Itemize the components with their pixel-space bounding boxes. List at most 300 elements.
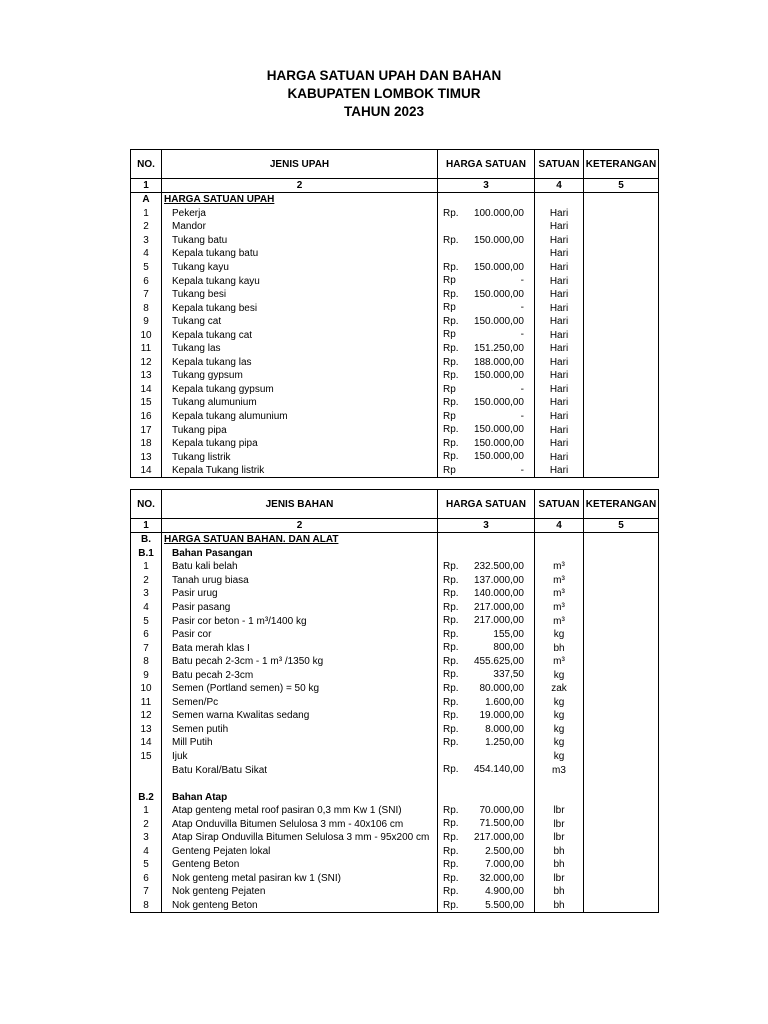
item-name-text: Kepala tukang batu — [172, 248, 259, 260]
row-number: 1 — [131, 560, 162, 574]
unit-cell: kg — [535, 696, 584, 710]
table-row — [131, 899, 659, 913]
row-number: 14 — [131, 464, 162, 478]
table-row — [131, 261, 659, 275]
table-row — [131, 655, 659, 669]
price-cell — [438, 587, 535, 601]
item-name — [162, 437, 438, 451]
row-number: 4 — [131, 845, 162, 859]
unit-cell: Hari — [535, 234, 584, 248]
row-number: 12 — [131, 356, 162, 370]
table-row — [131, 614, 659, 628]
keterangan-cell — [584, 234, 659, 248]
item-name — [162, 628, 438, 642]
currency-label: Rp. — [443, 574, 459, 586]
price-cell — [438, 396, 535, 410]
row-number: 1 — [131, 804, 162, 818]
table-row — [131, 817, 659, 831]
unit-cell: Hari — [535, 356, 584, 370]
item-name — [162, 668, 438, 682]
table-row — [131, 641, 659, 655]
item-name — [162, 574, 438, 588]
table-row — [131, 574, 659, 588]
price-amount: 71.500,00 — [479, 818, 524, 830]
item-name — [162, 682, 438, 696]
currency-label: Rp. — [443, 288, 459, 300]
currency-label: Rp. — [443, 437, 459, 449]
table-header-row — [131, 150, 659, 179]
item-name — [162, 247, 438, 261]
unit-cell: kg — [535, 709, 584, 723]
price-amount: 7.000,00 — [485, 859, 524, 871]
row-number: 3 — [131, 587, 162, 601]
price-cell — [438, 601, 535, 615]
item-name-text: Batu pecah 2-3cm - 1 m³ /1350 kg — [172, 656, 324, 668]
price-amount: 155,00 — [493, 628, 524, 640]
row-number: 4 — [131, 247, 162, 261]
table-row — [131, 709, 659, 723]
row-number: 13 — [131, 369, 162, 383]
unit-cell: Hari — [535, 207, 584, 221]
keterangan-cell — [584, 899, 659, 913]
price-amount: - — [520, 302, 524, 314]
row-number: 9 — [131, 668, 162, 682]
keterangan-cell — [584, 696, 659, 710]
item-name-text: Batu Koral/Batu Sikat — [172, 764, 268, 776]
row-number: 12 — [131, 709, 162, 723]
item-name-text: HARGA SATUAN BAHAN. DAN ALAT — [164, 534, 339, 546]
row-number: B. — [131, 533, 162, 547]
col-number: 2 — [162, 179, 438, 193]
row-number: 3 — [131, 831, 162, 845]
row-number: 6 — [131, 628, 162, 642]
item-name-text: Mill Putih — [172, 737, 213, 749]
item-name-text: Semen warna Kwalitas sedang — [172, 710, 310, 722]
item-name — [162, 885, 438, 899]
table-row — [131, 547, 659, 561]
unit-cell: kg — [535, 628, 584, 642]
row-number: 10 — [131, 682, 162, 696]
item-name-text: Kepala tukang kayu — [172, 275, 260, 287]
keterangan-cell — [584, 641, 659, 655]
header-harga: HARGA SATUAN — [438, 490, 535, 519]
price-amount: 1.600,00 — [485, 696, 524, 708]
item-name — [162, 899, 438, 913]
item-name — [162, 234, 438, 248]
unit-cell: lbr — [535, 872, 584, 886]
item-name-text: Batu kali belah — [172, 561, 238, 573]
keterangan-cell — [584, 668, 659, 682]
unit-cell: Hari — [535, 301, 584, 315]
item-name — [162, 750, 438, 764]
item-name-text: Tukang besi — [172, 289, 227, 301]
currency-label: Rp. — [443, 642, 459, 654]
currency-label: Rp — [443, 383, 456, 395]
table-row — [131, 668, 659, 682]
unit-cell: Hari — [535, 342, 584, 356]
currency-label: Rp. — [443, 424, 459, 436]
table-row — [131, 723, 659, 737]
price-amount: 337,50 — [493, 669, 524, 681]
unit-cell: Hari — [535, 423, 584, 437]
item-name — [162, 804, 438, 818]
item-name — [162, 547, 438, 561]
price-cell — [438, 207, 535, 221]
currency-label: Rp. — [443, 669, 459, 681]
keterangan-cell — [584, 261, 659, 275]
keterangan-cell — [584, 614, 659, 628]
table-row — [131, 234, 659, 248]
keterangan-cell — [584, 342, 659, 356]
keterangan-cell — [584, 220, 659, 234]
item-name — [162, 601, 438, 615]
item-name — [162, 342, 438, 356]
item-name — [162, 845, 438, 859]
price-amount: 454.140,00 — [473, 764, 524, 776]
col-number: 2 — [162, 519, 438, 533]
item-name-text: Genteng Pejaten lokal — [172, 845, 271, 857]
price-cell — [438, 668, 535, 682]
price-amount: 140.000,00 — [473, 588, 524, 600]
keterangan-cell — [584, 396, 659, 410]
keterangan-cell — [584, 750, 659, 764]
item-name-text: Tukang las — [172, 343, 221, 355]
currency-label: Rp. — [443, 710, 459, 722]
row-number: 10 — [131, 328, 162, 342]
keterangan-cell — [584, 315, 659, 329]
keterangan-cell — [584, 207, 659, 221]
document-subtitle-year: TAHUN 2023 — [343, 104, 425, 119]
item-name — [162, 709, 438, 723]
item-name-text: Kepala tukang pipa — [172, 438, 258, 450]
price-cell — [438, 709, 535, 723]
price-amount: - — [520, 275, 524, 287]
currency-label: Rp. — [443, 655, 459, 667]
currency-label: Rp. — [443, 737, 459, 749]
currency-label: Rp. — [443, 872, 459, 884]
unit-cell — [535, 533, 584, 547]
table-row — [131, 328, 659, 342]
row-number: 13 — [131, 450, 162, 464]
currency-label: Rp. — [443, 356, 459, 368]
keterangan-cell — [584, 560, 659, 574]
keterangan-cell — [584, 709, 659, 723]
row-number: 14 — [131, 736, 162, 750]
item-name — [162, 872, 438, 886]
table-row — [131, 450, 659, 464]
price-cell — [438, 628, 535, 642]
keterangan-cell — [584, 437, 659, 451]
currency-label: Rp. — [443, 234, 459, 246]
price-amount: - — [520, 410, 524, 422]
keterangan-cell — [584, 587, 659, 601]
header-no: NO. — [131, 150, 162, 179]
header-harga: HARGA SATUAN — [438, 150, 535, 179]
row-number: 14 — [131, 383, 162, 397]
price-amount: 150.000,00 — [473, 370, 524, 382]
table-row — [131, 437, 659, 451]
row-number: 7 — [131, 288, 162, 302]
table-row — [131, 601, 659, 615]
header-keterangan: KETERANGAN — [584, 490, 659, 519]
keterangan-cell — [584, 790, 659, 804]
row-number: 7 — [131, 641, 162, 655]
keterangan-cell — [584, 628, 659, 642]
item-name — [162, 763, 438, 777]
price-cell — [438, 885, 535, 899]
price-amount: 70.000,00 — [479, 804, 524, 816]
keterangan-cell — [584, 288, 659, 302]
price-cell — [438, 410, 535, 424]
price-amount: - — [520, 464, 524, 476]
currency-label: Rp. — [443, 804, 459, 816]
unit-cell: Hari — [535, 261, 584, 275]
col-number: 1 — [131, 519, 162, 533]
price-cell — [438, 804, 535, 818]
item-name — [162, 301, 438, 315]
unit-cell: lbr — [535, 817, 584, 831]
unit-cell: bh — [535, 858, 584, 872]
price-amount: 150.000,00 — [473, 397, 524, 409]
currency-label: Rp. — [443, 370, 459, 382]
table-row — [131, 750, 659, 764]
item-name — [162, 288, 438, 302]
price-cell — [438, 696, 535, 710]
unit-cell: Hari — [535, 315, 584, 329]
row-number: 17 — [131, 423, 162, 437]
item-name-text: Kepala tukang cat — [172, 329, 253, 341]
currency-label: Rp. — [443, 696, 459, 708]
price-amount: 4.900,00 — [485, 886, 524, 898]
currency-label: Rp. — [443, 397, 459, 409]
table-header-row — [131, 490, 659, 519]
keterangan-cell — [584, 858, 659, 872]
item-name-text: Batu pecah 2-3cm — [172, 669, 254, 681]
table-row — [131, 247, 659, 261]
table-row — [131, 410, 659, 424]
keterangan-cell — [584, 736, 659, 750]
row-number: B.1 — [131, 547, 162, 561]
item-name-text: Tukang batu — [172, 234, 228, 246]
price-amount: 188.000,00 — [473, 356, 524, 368]
keterangan-cell — [584, 383, 659, 397]
item-name-text: Tukang pipa — [172, 424, 227, 436]
keterangan-cell — [584, 885, 659, 899]
currency-label: Rp. — [443, 343, 459, 355]
col-number: 1 — [131, 179, 162, 193]
row-number: 9 — [131, 315, 162, 329]
unit-cell: zak — [535, 682, 584, 696]
price-cell — [438, 288, 535, 302]
item-name-text: Pasir cor — [172, 629, 212, 641]
keterangan-cell — [584, 410, 659, 424]
item-name-text: Kepala tukang besi — [172, 302, 258, 314]
item-name — [162, 464, 438, 478]
table-row — [131, 845, 659, 859]
currency-label: Rp. — [443, 723, 459, 735]
unit-cell: bh — [535, 845, 584, 859]
item-name-text: Tukang kayu — [172, 262, 229, 273]
price-cell — [438, 790, 535, 804]
price-amount: 137.000,00 — [473, 574, 524, 586]
price-amount: 217.000,00 — [473, 832, 524, 844]
item-name — [162, 696, 438, 710]
unit-cell: Hari — [535, 410, 584, 424]
document-title: HARGA SATUAN UPAH DAN BAHAN — [266, 68, 502, 83]
table-row — [131, 872, 659, 886]
item-name-text: Pasir pasang — [172, 602, 231, 613]
header-jenis: JENIS BAHAN — [162, 490, 438, 519]
price-cell — [438, 383, 535, 397]
price-cell — [438, 899, 535, 913]
price-cell — [438, 261, 535, 275]
item-name-text: Semen putih — [172, 723, 229, 735]
col-number: 5 — [584, 519, 659, 533]
table-row — [131, 464, 659, 478]
price-cell — [438, 560, 535, 574]
item-name — [162, 858, 438, 872]
table-row — [131, 193, 659, 207]
keterangan-cell — [584, 682, 659, 696]
price-amount: 150.000,00 — [473, 451, 524, 463]
price-amount: 80.000,00 — [479, 683, 524, 695]
unit-cell: Hari — [535, 383, 584, 397]
unit-cell: m³ — [535, 574, 584, 588]
currency-label: Rp. — [443, 561, 459, 573]
currency-label: Rp. — [443, 886, 459, 898]
currency-label: Rp. — [443, 683, 459, 695]
currency-label: Rp. — [443, 261, 459, 273]
price-amount: 32.000,00 — [479, 872, 524, 884]
item-name-text: Semen (Portland semen) = 50 kg — [172, 683, 320, 695]
item-name — [162, 220, 438, 234]
item-name-text: Tukang cat — [172, 316, 222, 328]
price-amount: 150.000,00 — [473, 288, 524, 300]
header-satuan: SATUAN — [535, 490, 584, 519]
price-cell — [438, 234, 535, 248]
price-cell — [438, 845, 535, 859]
table-row — [131, 533, 659, 547]
currency-label: Rp — [443, 329, 456, 341]
unit-cell: m³ — [535, 655, 584, 669]
item-name — [162, 383, 438, 397]
item-name — [162, 655, 438, 669]
table-row — [131, 587, 659, 601]
item-name-text: Nok genteng Pejaten — [172, 886, 266, 898]
unit-cell: m³ — [535, 601, 584, 615]
price-amount: - — [520, 329, 524, 341]
row-number: 3 — [131, 234, 162, 248]
item-name-text: Bahan Pasangan — [172, 547, 253, 559]
item-name-text: Mandor — [172, 221, 206, 233]
unit-cell — [535, 777, 584, 791]
item-name-text: Kepala tukang las — [172, 356, 252, 368]
table-row — [131, 736, 659, 750]
currency-label: Rp. — [443, 615, 459, 627]
item-name — [162, 723, 438, 737]
table-row — [131, 220, 659, 234]
table-row — [131, 696, 659, 710]
currency-label: Rp. — [443, 899, 459, 911]
price-cell — [438, 220, 535, 234]
item-name — [162, 614, 438, 628]
item-name — [162, 736, 438, 750]
row-number: 18 — [131, 437, 162, 451]
row-number: 2 — [131, 817, 162, 831]
row-number — [131, 777, 162, 791]
item-name-text: Tukang gypsum — [172, 370, 243, 382]
currency-label: Rp — [443, 302, 456, 314]
currency-label: Rp. — [443, 315, 459, 327]
row-number: 4 — [131, 601, 162, 615]
row-number: A — [131, 193, 162, 207]
item-name — [162, 423, 438, 437]
item-name-text: Tukang listrik — [172, 451, 231, 463]
unit-cell: bh — [535, 899, 584, 913]
unit-cell — [535, 193, 584, 207]
price-amount: 150.000,00 — [473, 424, 524, 436]
price-cell — [438, 356, 535, 370]
price-cell — [438, 682, 535, 696]
keterangan-cell — [584, 831, 659, 845]
price-cell — [438, 858, 535, 872]
price-amount: - — [520, 383, 524, 395]
item-name-text: Nok genteng Beton — [172, 900, 258, 912]
row-number: 11 — [131, 696, 162, 710]
table-row — [131, 274, 659, 288]
keterangan-cell — [584, 601, 659, 615]
item-name — [162, 356, 438, 370]
price-amount: 217.000,00 — [473, 601, 524, 613]
item-name-text: Genteng Beton — [172, 859, 240, 871]
item-name-text: Semen/Pc — [172, 696, 219, 708]
price-cell — [438, 247, 535, 261]
table-row — [131, 288, 659, 302]
keterangan-cell — [584, 817, 659, 831]
keterangan-cell — [584, 723, 659, 737]
item-name-text: Bahan Atap — [172, 791, 228, 803]
keterangan-cell — [584, 274, 659, 288]
item-name-text: Kepala Tukang listrik — [172, 465, 265, 477]
price-amount: 2.500,00 — [485, 845, 524, 857]
price-amount: 19.000,00 — [479, 710, 524, 722]
table-row — [131, 885, 659, 899]
row-number: 8 — [131, 655, 162, 669]
col-number: 4 — [535, 519, 584, 533]
table-row — [131, 858, 659, 872]
unit-cell: m³ — [535, 587, 584, 601]
currency-label: Rp — [443, 464, 456, 476]
header-satuan: SATUAN — [535, 150, 584, 179]
unit-cell: kg — [535, 750, 584, 764]
price-amount: 455.625,00 — [473, 655, 524, 667]
price-amount: 232.500,00 — [473, 561, 524, 573]
price-cell — [438, 777, 535, 791]
unit-cell — [535, 547, 584, 561]
unit-cell: Hari — [535, 369, 584, 383]
price-cell — [438, 193, 535, 207]
item-name-text: Atap Onduvilla Bitumen Selulosa 3 mm - 40x106 cm — [172, 818, 404, 830]
price-amount: 150.000,00 — [473, 261, 524, 273]
unit-cell: kg — [535, 736, 584, 750]
currency-label: Rp. — [443, 859, 459, 871]
unit-cell: Hari — [535, 274, 584, 288]
table-row — [131, 396, 659, 410]
price-amount: 150.000,00 — [473, 315, 524, 327]
price-cell — [438, 301, 535, 315]
item-name — [162, 831, 438, 845]
item-name-text: Kepala tukang alumunium — [172, 411, 288, 423]
